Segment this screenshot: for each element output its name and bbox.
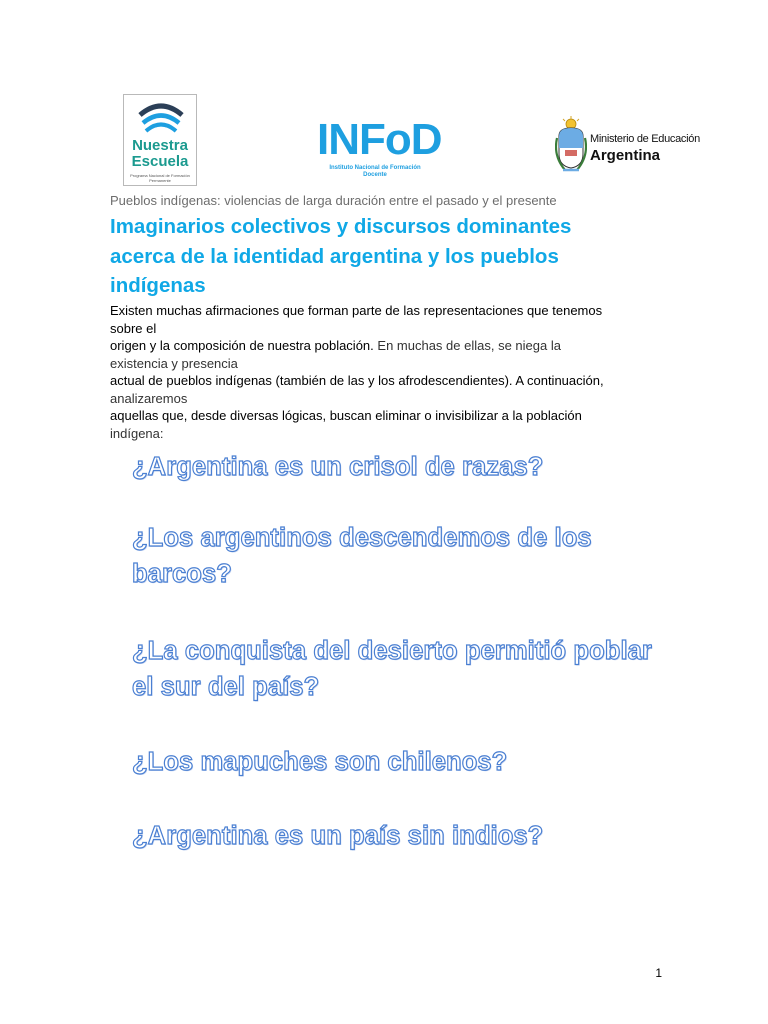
title-line: indígenas	[110, 274, 206, 297]
nuestra-escuela-word1: Nuestra	[132, 137, 188, 154]
ministerio-name: Ministerio de Educación	[590, 133, 700, 145]
intro-line: aquellas que, desde diversas lógicas, buscan eliminar o invisibilizar a la población	[110, 408, 582, 423]
intro-paragraph	[110, 302, 665, 442]
ministerio-educacion-logo	[555, 116, 700, 176]
intro-line: Existen muchas afirmaciones que forman parte de las representaciones que tenemos	[110, 303, 603, 318]
nuestra-escuela-arcs-icon	[138, 101, 184, 137]
title-line: acerca de la identidad argentina y los pueblos	[110, 244, 559, 268]
infod-subtitle: Instituto Nacional de Formación Docente	[329, 165, 421, 178]
ministerio-country: Argentina	[590, 147, 661, 164]
infod-wordmark: INFoD	[317, 115, 442, 164]
infod-logo	[317, 115, 442, 178]
intro-line-part: origen y la composición de nuestra población.	[110, 338, 374, 353]
document-title	[110, 212, 670, 301]
nuestra-escuela-tagline: Programa Nacional de Formación Permanente	[130, 173, 190, 183]
intro-line-part: En muchas de ellas, se niega la	[373, 338, 561, 353]
argentina-coat-of-arms-icon	[555, 116, 587, 176]
page-number: 1	[655, 966, 662, 980]
document-subtitle: Pueblos indígenas: violencias de larga duración entre el pasado y el presente	[110, 193, 557, 208]
question-item: ¿Argentina es un país sin indios?	[132, 822, 544, 850]
question-item: ¿Los mapuches son chilenos?	[132, 748, 508, 776]
intro-line: indígena:	[110, 425, 164, 441]
question-item: ¿La conquista del desierto permitió poblar el sur del país?	[132, 637, 652, 701]
nuestra-escuela-logo	[123, 94, 197, 186]
intro-line	[110, 337, 665, 355]
intro-line: sobre el	[110, 320, 157, 336]
question-item: ¿Los argentinos descendemos de los barcos?	[132, 524, 592, 588]
intro-line: analizaremos	[110, 390, 188, 406]
title-line: Imaginarios colectivos y discursos dominantes	[110, 215, 572, 238]
intro-line: existencia y presencia	[110, 355, 238, 371]
question-item: ¿Argentina es un crisol de razas?	[132, 453, 544, 481]
nuestra-escuela-word2: Escuela	[131, 153, 189, 170]
intro-line: actual de pueblos indígenas (también de las y los afrodescendientes). A continuación,	[110, 373, 604, 388]
